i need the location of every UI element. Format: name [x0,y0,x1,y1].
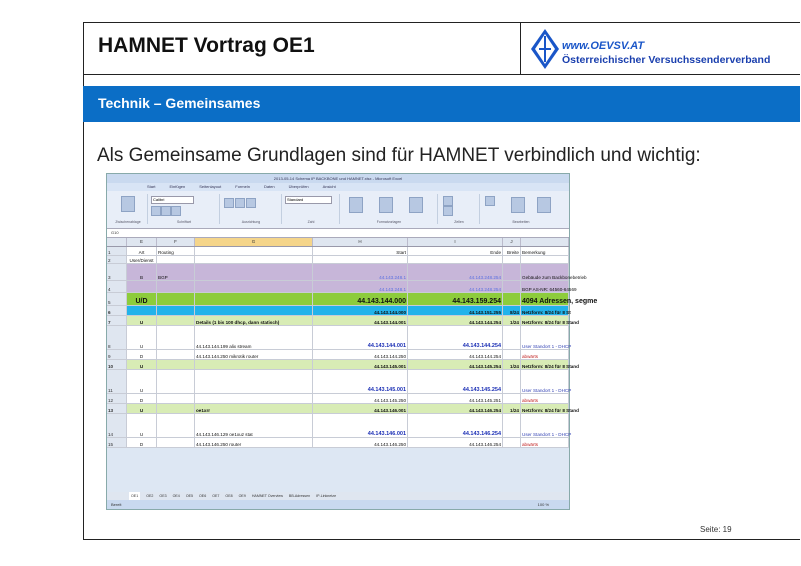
table-cell[interactable]: 44.143.144.001 [313,316,408,325]
table-row [107,360,579,370]
zoom-level[interactable]: 100 % [537,502,549,507]
row-header[interactable]: 5 [107,293,127,305]
table-cell[interactable]: 44.143.144.254 [408,326,503,349]
align-left-icon[interactable] [224,198,234,208]
table-cell[interactable]: 1/24 [503,316,521,325]
ribbon-tab[interactable]: Start [147,184,156,189]
table-cell[interactable]: 44.143.145.001 [313,360,408,369]
table-cell[interactable]: U [127,404,157,413]
table-cell[interactable] [521,256,569,263]
italic-icon[interactable] [161,206,171,216]
table-row [107,394,569,404]
table-row [107,414,572,438]
table-cell[interactable]: 44.143.146.254 [408,414,503,437]
table-cell[interactable] [503,394,521,403]
table-cell[interactable]: 44.143.144.250 [313,350,408,359]
title-divider [83,74,800,75]
table-cell[interactable]: 44.143.145.254 [408,370,503,393]
row-header[interactable]: 8 [107,326,127,349]
table-row [107,247,569,256]
row-header[interactable]: 1 [107,247,127,255]
sheet-tab[interactable]: OE9 [238,494,246,498]
table-cell[interactable] [503,350,521,359]
table-cell[interactable]: 44.143.146.001 [313,404,408,413]
table-cell[interactable] [157,414,195,437]
excel-sheet-tabs [107,492,569,500]
table-cell[interactable]: 44.143.248.254 [408,281,503,292]
table-cell[interactable]: Routing [157,247,195,255]
row-header[interactable]: 4 [107,281,127,292]
row-header[interactable]: 13 [107,404,127,413]
table-row [107,326,572,350]
table-cell[interactable]: 44.143.145.001 [313,370,408,393]
sheet-tab[interactable]: OE7 [212,494,220,498]
table-cell[interactable]: 44.143.144.000 [313,306,408,315]
section-title: Technik – Gemeinsames [98,95,261,111]
table-cell[interactable] [503,414,521,437]
sheet-tab[interactable]: OE5 [185,494,194,498]
table-cell[interactable]: D [127,394,157,403]
table-row [107,264,587,281]
table-cell[interactable] [195,360,313,369]
excel-window-title: 2013-05-14 Schema IP BACKBONE und HAMNET.xlsx - Microsoft Excel [107,174,569,183]
table-cell[interactable]: U [127,326,157,349]
table-cell[interactable]: D [127,350,157,359]
sheet-tab[interactable]: OE6 [199,494,207,498]
column-header[interactable]: G [195,238,313,246]
table-cell[interactable]: 44.143.144.199 alix stream [195,326,313,349]
table-cell[interactable] [157,256,195,263]
bold-icon[interactable] [151,206,161,216]
table-cell[interactable]: 44.143.146.254 [408,404,503,413]
status-text: Bereit [111,502,122,507]
table-cell[interactable]: 1/24 [503,360,521,369]
table-cell[interactable]: 44.143.144.000 [313,293,408,305]
ribbon-group-cells [439,194,480,224]
row-header[interactable]: 6 [107,306,127,315]
excel-column-headers [107,238,569,247]
table-cell[interactable]: User/Dienst [127,256,157,263]
format-table-icon[interactable] [379,197,393,213]
excel-screenshot [106,173,598,510]
table-row [107,438,569,448]
underline-icon[interactable] [171,206,181,216]
table-cell[interactable]: U [127,414,157,437]
row-header[interactable]: 11 [107,370,127,393]
sheet-tab[interactable]: OE4 [172,494,180,498]
table-cell[interactable] [195,394,313,403]
row-header[interactable]: 9 [107,350,127,359]
table-cell[interactable]: 44.143.145.250 [313,394,408,403]
table-cell[interactable] [157,281,195,292]
table-cell[interactable]: D [127,438,157,447]
excel-status-bar [107,500,569,509]
sheet-tab[interactable]: HAMNET Overview [251,494,283,498]
table-cell[interactable]: Gebäude zum Backbonebetrieb [521,264,569,280]
table-cell[interactable]: 44.143.145.251 [408,394,503,403]
ribbon-group-editing [481,194,561,224]
table-cell[interactable]: User Standort 1 - DHCP [521,414,569,437]
column-header[interactable]: H [313,238,408,246]
table-cell[interactable]: Breite [503,247,521,255]
table-cell[interactable]: BGP [157,264,195,280]
paste-icon[interactable] [121,196,135,212]
sheet-tab[interactable]: BB-Adressen [288,494,311,498]
table-cell[interactable] [195,256,313,263]
table-cell[interactable]: 44.143.146.254 [408,438,503,447]
logo-org-name: Österreichischer Versuchssenderverband [562,54,771,66]
cell-styles-icon[interactable] [409,197,423,213]
table-cell[interactable]: 44.143.145.254 [408,360,503,369]
table-cell[interactable]: 4094 Adressen, segme [521,293,569,305]
table-cell[interactable]: 44.143.146.250 router [195,438,313,447]
sheet-tab[interactable]: IP-Linknetze [316,494,337,498]
insert-cells-icon[interactable] [443,196,453,206]
align-right-icon[interactable] [246,198,256,208]
sort-filter-icon[interactable] [511,197,525,213]
table-cell[interactable] [503,256,521,263]
row-header[interactable]: 10 [107,360,127,369]
sheet-tab[interactable]: OE3 [159,494,167,498]
ribbon-tab[interactable]: Daten [263,184,275,189]
table-cell[interactable]: 44.143.144.254 [408,350,503,359]
table-cell[interactable] [503,370,521,393]
ribbon-group-label: Zahl [307,220,315,224]
row-header[interactable]: 14 [107,414,127,437]
ribbon-tab[interactable]: Seitenlayout [199,184,222,189]
table-cell[interactable] [408,256,503,263]
table-cell[interactable] [127,306,157,315]
table-cell[interactable]: Ende [408,247,503,255]
table-cell[interactable] [157,293,195,305]
conditional-format-icon[interactable] [349,197,363,213]
table-row [107,256,569,264]
table-cell[interactable]: 44.143.248.1 [313,264,408,280]
table-cell[interactable] [157,394,195,403]
column-header[interactable]: F [157,238,195,246]
ribbon-group-alignment [221,194,282,224]
table-row [107,281,577,293]
table-cell[interactable]: Details (1 bis 100 dhcp, dann statisch) [195,316,313,325]
table-cell[interactable]: User Standort 1 - DHCP [521,370,569,393]
table-cell[interactable]: User Standort 1 - DHCP [521,326,569,349]
ribbon-group-number [283,194,340,224]
table-cell[interactable]: 44.143.248.1 [313,281,408,292]
slide-title: HAMNET Vortrag OE1 [98,34,315,57]
table-row [107,293,598,306]
table-cell[interactable] [157,360,195,369]
table-row [107,404,579,414]
logo-url: www.OEVSV.AT [562,40,645,52]
table-cell[interactable]: 44.143.144.001 [313,326,408,349]
table-cell[interactable] [503,293,521,305]
find-select-icon[interactable] [537,197,551,213]
table-cell[interactable]: B [127,264,157,280]
column-header[interactable]: E [127,238,157,246]
table-cell[interactable] [503,281,521,292]
ribbon-tab[interactable]: Formeln [235,184,250,189]
table-cell[interactable]: 44.143.146.129 oe1xuz stat [195,414,313,437]
ribbon-group-label: Schriftart [176,220,191,224]
table-cell[interactable]: 8/24 [503,306,521,315]
table-cell[interactable] [195,264,313,280]
sheet-tab[interactable]: OE1 [131,494,139,498]
ribbon-group-label: Formatvorlagen [376,220,402,224]
row-header[interactable]: 15 [107,438,127,447]
table-cell[interactable]: Bemerkung [521,247,569,255]
ribbon-group-label: Zellen [454,220,464,224]
row-header[interactable]: 12 [107,394,127,403]
table-cell[interactable]: oe1xrr [195,404,313,413]
table-cell[interactable] [195,293,313,305]
table-row [107,370,572,394]
ribbon-group-styles [341,194,438,224]
ribbon-tab[interactable]: Überprüfen [288,184,309,189]
table-cell[interactable]: Netzform: 8/24 für 8 Stand [521,360,569,369]
table-cell[interactable]: 44.143.146.250 [313,438,408,447]
table-cell[interactable]: abwärts [521,394,569,403]
row-header[interactable]: 7 [107,316,127,325]
table-cell[interactable]: Netzform: 8/24 für 8 Stand [521,316,569,325]
table-cell[interactable] [157,350,195,359]
table-row [107,306,569,316]
table-cell[interactable]: 44.143.151.255 [408,306,503,315]
lead-text: Als Gemeinsame Grundlagen sind für HAMNET verbindlich und wichtig: [97,145,701,166]
table-cell[interactable] [503,264,521,280]
ribbon-tab[interactable]: Ansicht [322,184,336,189]
table-cell[interactable] [157,316,195,325]
table-cell[interactable]: Netzform: 8/24 für 8 St [521,306,569,315]
table-cell[interactable] [157,438,195,447]
oevsv-logo-icon [530,28,560,70]
row-header[interactable]: 2 [107,256,127,263]
excel-ribbon [107,191,569,229]
table-cell[interactable] [195,247,313,255]
table-cell[interactable]: abwärts [521,438,569,447]
sheet-tab[interactable]: OE8 [225,494,233,498]
ribbon-tab[interactable]: Einfügen [169,184,186,189]
table-cell[interactable] [503,326,521,349]
table-cell[interactable]: U/D [127,293,157,305]
table-cell[interactable]: 44.143.144.250 mikrotik router [195,350,313,359]
ribbon-group-label: Ausrichtung [241,220,261,224]
table-row [107,316,579,326]
excel-ribbon-tabs [107,183,569,191]
table-cell[interactable]: 44.143.159.254 [408,293,503,305]
ribbon-group-clipboard [109,194,148,224]
table-cell[interactable]: Art [127,247,157,255]
ribbon-group-label: Bearbeiten [512,220,530,224]
table-cell[interactable] [157,326,195,349]
table-cell[interactable] [195,281,313,292]
delete-cells-icon[interactable] [443,206,453,216]
excel-name-box[interactable]: G10 [107,229,569,238]
sheet-tab[interactable]: OE2 [146,494,154,498]
table-cell[interactable]: abwärts [521,350,569,359]
table-cell[interactable]: Netzform: 8/24 für 8 Stand [521,404,569,413]
table-cell[interactable]: 44.143.144.254 [408,316,503,325]
table-cell[interactable] [313,256,408,263]
table-row [107,350,569,360]
table-cell[interactable] [157,404,195,413]
page-number: Seite: 19 [700,525,732,534]
section-bar [83,86,800,122]
table-cell[interactable]: Start [313,247,408,255]
ribbon-group-label: Zwischenablage [115,220,141,224]
table-cell[interactable]: U [127,360,157,369]
table-cell[interactable] [157,370,195,393]
table-cell[interactable] [503,438,521,447]
table-cell[interactable]: 44.143.248.254 [408,264,503,280]
table-cell[interactable] [195,370,313,393]
table-cell[interactable] [157,306,195,315]
table-cell[interactable]: 44.143.146.001 [313,414,408,437]
align-center-icon[interactable] [235,198,245,208]
font-name-select[interactable]: Calibri [151,196,194,204]
row-header[interactable]: 3 [107,264,127,280]
column-header[interactable]: I [408,238,503,246]
table-cell[interactable]: BGP AS-NR: 64560-64569 [521,281,569,292]
number-format-select[interactable]: Standard [285,196,332,204]
excel-grid [107,247,598,448]
table-cell[interactable]: U [127,370,157,393]
table-cell[interactable] [127,281,157,292]
table-cell[interactable]: 1/24 [503,404,521,413]
table-cell[interactable] [195,306,313,315]
table-cell[interactable]: U [127,316,157,325]
sum-icon[interactable] [485,196,495,206]
ribbon-group-font [149,194,220,224]
column-header[interactable]: J [503,238,521,246]
